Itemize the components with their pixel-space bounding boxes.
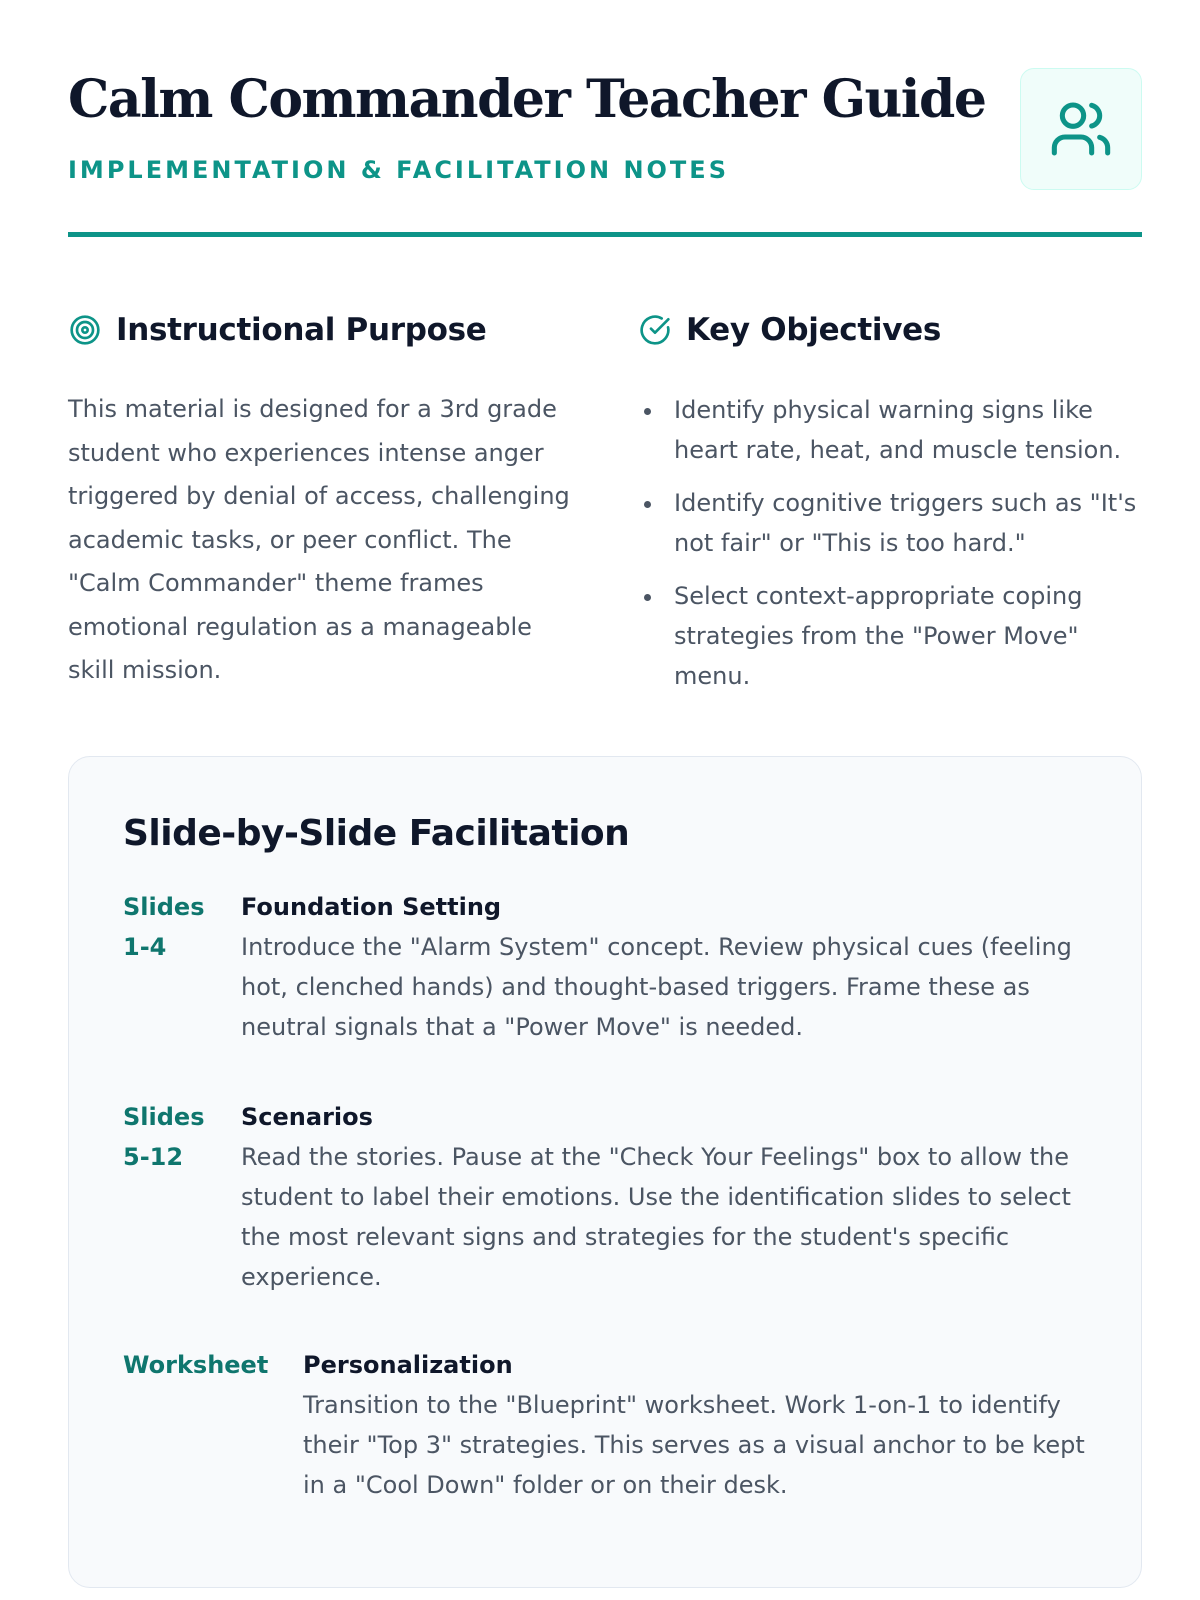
facilitation-heading: Slide-by-Slide Facilitation (123, 813, 630, 854)
step-label: Slides 1-4 (123, 893, 205, 961)
section-heading: Key Objectives (686, 312, 942, 348)
bullet (644, 408, 651, 415)
section-header (68, 300, 578, 360)
step-body (241, 887, 1101, 1047)
objective-text: Identify physical warning signs like heart rate, heat, and muscle tension. (674, 396, 1122, 464)
step-title: Foundation Setting (241, 893, 502, 921)
step-title: Personalization (303, 1351, 513, 1379)
check-circle-icon (638, 313, 672, 347)
facilitation-step (123, 1097, 1101, 1297)
list-item (638, 483, 1142, 563)
step-body (303, 1345, 1101, 1505)
facilitation-step (123, 887, 1101, 1047)
target-icon (68, 313, 102, 347)
step-description: Read the stories. Pause at the "Check Your Feelings" box to allow the student to label their emotions. Use the identification slides to select the most relevant signs and strategies for the student's specific experience. (241, 1143, 1071, 1291)
overview-columns (68, 300, 1142, 700)
list-item (638, 390, 1142, 470)
page-subtitle: IMPLEMENTATION & FACILITATION NOTES (68, 156, 729, 184)
step-description: Introduce the "Alarm System" concept. Review physical cues (feeling hot, clenched hands) and thought-based triggers. Frame these as neutral signals that a "Power Move" is needed. (241, 933, 1072, 1041)
guide-header (68, 0, 1142, 238)
list-item (638, 576, 1142, 696)
instructional-purpose-section (68, 300, 578, 693)
section-header (638, 300, 1142, 360)
step-description: Transition to the "Blueprint" worksheet. Work 1-on-1 to identify their "Top 3" strategies. This serves as a visual anchor to be kept in a "Cool Down" folder or on their desk. (303, 1391, 1085, 1499)
step-label: Worksheet (123, 1351, 269, 1379)
bullet (644, 594, 651, 601)
facilitation-panel (68, 756, 1142, 1588)
step-body (241, 1097, 1101, 1297)
objective-text: Identify cognitive triggers such as "It's not fair" or "This is too hard." (674, 489, 1137, 557)
objective-text: Select context-appropriate coping strategies from the "Power Move" menu. (674, 582, 1083, 690)
header-divider (68, 232, 1142, 237)
page-title: Calm Commander Teacher Guide (68, 69, 986, 130)
purpose-text: This material is designed for a 3rd grade student who experiences intense anger triggered by denial of access, challenging academic tasks, or peer conflict. The "Calm Commander" theme frames emotional regulation as a manageable skill mission. (68, 395, 570, 684)
users-icon (1020, 68, 1142, 190)
teacher-guide-page (68, 0, 1142, 1499)
key-objectives-section (638, 300, 1142, 709)
section-heading: Instructional Purpose (116, 312, 487, 348)
step-label: Slides 5-12 (123, 1103, 205, 1171)
objectives-list (638, 390, 1142, 696)
facilitation-step (123, 1345, 1101, 1505)
bullet (644, 501, 651, 508)
step-title: Scenarios (241, 1103, 373, 1131)
